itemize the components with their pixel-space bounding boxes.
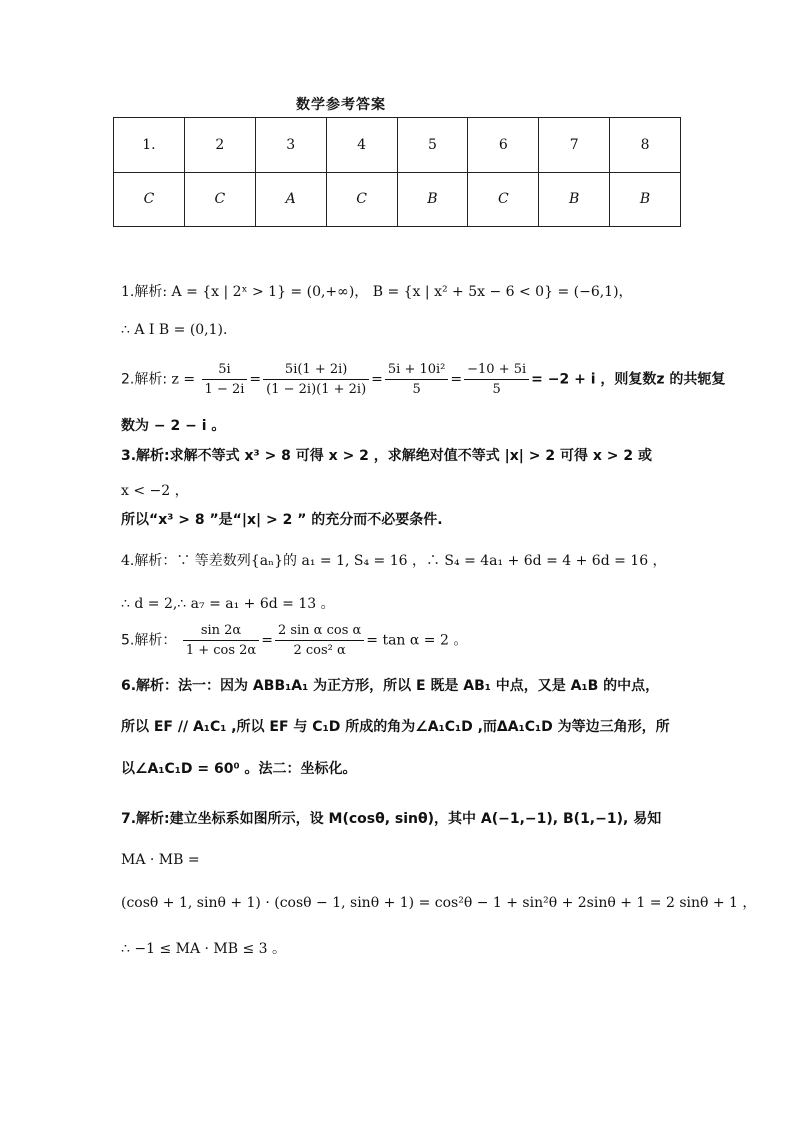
question-number: 8 bbox=[610, 118, 681, 173]
answer-choice: B bbox=[397, 172, 468, 227]
solution-2-fraction-2 bbox=[263, 362, 369, 397]
question-number-row bbox=[114, 118, 681, 173]
fraction-denominator: 5 bbox=[412, 382, 421, 397]
fraction-denominator: 1 − 2i bbox=[204, 382, 245, 397]
answer-table bbox=[113, 117, 681, 227]
fraction-numerator: 2 sin α cos α bbox=[275, 623, 364, 641]
solution-6-line-1: 6.解析：法一：因为 ABB₁A₁ 为正方形，所以 E 既是 AB₁ 中点，又是 A₁B 的中点， bbox=[121, 678, 660, 694]
fraction-numerator: 5i(1 + 2i) bbox=[263, 362, 369, 380]
solution-2-fraction-3 bbox=[385, 362, 449, 397]
answer-choice: C bbox=[114, 172, 185, 227]
answer-choice: B bbox=[539, 172, 610, 227]
question-number: 4 bbox=[326, 118, 397, 173]
solution-2-line-2: 数为 − 2 − i 。 bbox=[121, 418, 226, 434]
solution-2-tail: = −2 + i ，则复数z 的共轭复 bbox=[531, 371, 726, 388]
answer-choice: C bbox=[184, 172, 255, 227]
solution-4-line-1: 4.解析：∵ 等差数列{aₙ}的 a₁ = 1, S₄ = 16 ，∴ S₄ = 4a₁ + 6d = 4 + 6d = 16 ， bbox=[121, 553, 667, 569]
solution-5-line-1: 5.解析： $\frac{\sin 2\alpha}{1 + \cos 2\alpha}$ = $\frac{\text{2 sin α cos α}}{\text{2 cos² α}}$ = tan α = 2 。 bbox=[121, 623, 468, 658]
solution-7-line-2: MA · MB = bbox=[121, 852, 200, 868]
solution-5-fraction-2 bbox=[275, 623, 364, 658]
solution-2-fraction-1 bbox=[202, 362, 248, 397]
solution-3-line-1: 3.解析:求解不等式 x³ > 8 可得 x > 2 ，求解绝对值不等式 |x| > 2 可得 x > 2 或 bbox=[121, 448, 653, 464]
fraction-denominator: 1 + cos 2α bbox=[185, 643, 257, 658]
solution-1-line-1: 1.解析: A = {x | 2ˣ > 1} = (0,+∞)， B = {x | x² + 5x − 6 < 0} = (−6,1)， bbox=[121, 284, 633, 300]
question-number: 5 bbox=[397, 118, 468, 173]
solution-7-line-3: (cosθ + 1, sinθ + 1) · (cosθ − 1, sinθ + 1) = cos²θ − 1 + sin²θ + 2sinθ + 1 = 2 sinθ + 1 ， bbox=[121, 895, 757, 911]
answer-choice: C bbox=[468, 172, 539, 227]
solution-5-fraction-1 bbox=[183, 623, 259, 658]
fraction-numerator: −10 + 5i bbox=[464, 362, 529, 380]
question-number: 1. bbox=[114, 118, 185, 173]
fraction-numerator: 5i + 10i² bbox=[385, 362, 449, 380]
fraction-numerator: sin 2α bbox=[183, 623, 259, 641]
solution-1-line-2: ∴ A I B = (0,1). bbox=[121, 322, 228, 338]
answer-choice: B bbox=[610, 172, 681, 227]
solution-2-line-1: 2.解析: z = $\frac{5i}{1 - 2i}$ = $\frac{5i(1 + 2i)}{(1 - 2i)(1 + 2i)}$ = $\frac{\text{5i + 10i²}}{5}$ = $\frac{-10 + 5i}{5}$ = −2 + i ，则复数z 的共轭复 bbox=[121, 362, 726, 397]
question-number: 3 bbox=[255, 118, 326, 173]
solution-6-line-2: 所以 EF // A₁C₁ ,所以 EF 与 C₁D 所成的角为∠A₁C₁D ,而ΔA₁C₁D 为等边三角形，所 bbox=[121, 719, 670, 735]
question-number: 7 bbox=[539, 118, 610, 173]
solution-2-lhs: z = bbox=[171, 371, 196, 388]
page-title: 数学参考答案 bbox=[296, 97, 386, 113]
answer-row bbox=[114, 172, 681, 227]
fraction-denominator: (1 − 2i)(1 + 2i) bbox=[266, 382, 367, 397]
fraction-numerator: 5i bbox=[202, 362, 248, 380]
answer-choice: C bbox=[326, 172, 397, 227]
solution-3-line-2: x < −2 ， bbox=[121, 483, 189, 499]
solution-2-label: 2.解析: bbox=[121, 371, 168, 388]
solution-3-line-3: 所以“x³ > 8 ”是“|x| > 2 ” 的充分而不必要条件. bbox=[121, 512, 443, 528]
solution-4-line-2: ∴ d = 2,∴ a₇ = a₁ + 6d = 13 。 bbox=[121, 596, 335, 612]
question-number: 6 bbox=[468, 118, 539, 173]
answer-choice: A bbox=[255, 172, 326, 227]
solution-7-line-1: 7.解析:建立坐标系如图所示，设 M(cosθ, sinθ)，其中 A(−1,−1), B(1,−1), 易知 bbox=[121, 811, 662, 827]
solution-7-line-4: ∴ −1 ≤ MA · MB ≤ 3 。 bbox=[121, 941, 287, 957]
solution-5-label: 5.解析： bbox=[121, 632, 177, 649]
fraction-denominator: 5 bbox=[492, 382, 501, 397]
question-number: 2 bbox=[184, 118, 255, 173]
fraction-denominator: 2 cos² α bbox=[293, 643, 346, 658]
solution-5-tail: = tan α = 2 。 bbox=[366, 632, 468, 649]
solution-6-line-3: 以∠A₁C₁D = 60⁰ 。法二：坐标化。 bbox=[121, 761, 357, 777]
solution-2-fraction-4 bbox=[464, 362, 529, 397]
